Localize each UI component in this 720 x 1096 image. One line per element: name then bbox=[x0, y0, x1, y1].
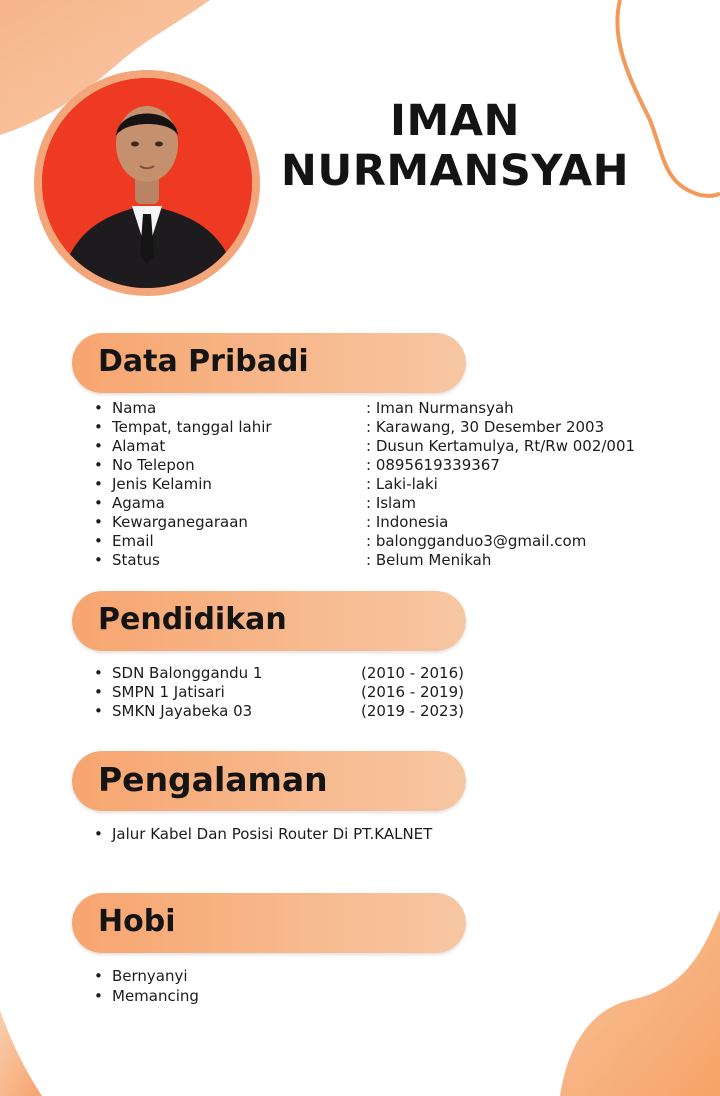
list-item-value: : balongganduo3@gmail.com bbox=[366, 532, 587, 550]
section-header-pendidikan bbox=[72, 591, 466, 651]
list-item-value: : Laki-laki bbox=[366, 475, 438, 493]
education-years: (2010 - 2016) bbox=[361, 664, 465, 682]
list-item-value: : Islam bbox=[366, 494, 417, 512]
list-item-value: : 0895619339367 bbox=[366, 456, 500, 474]
list-item: • Bernyanyi bbox=[94, 967, 188, 985]
education-years: (2016 - 2019) bbox=[361, 683, 465, 701]
list-item: • Alamat bbox=[94, 437, 166, 455]
section-title: Hobi bbox=[98, 904, 176, 939]
list-item: • Agama bbox=[94, 494, 165, 512]
section-header-hobi bbox=[72, 893, 466, 953]
name-line-1: IMAN bbox=[389, 96, 521, 146]
section-title: Data Pribadi bbox=[98, 344, 309, 379]
list-item: • Kewarganegaraan bbox=[94, 513, 248, 531]
list-item: • Email bbox=[94, 532, 154, 550]
list-item-value: : Iman Nurmansyah bbox=[366, 399, 514, 417]
list-item: • Jenis Kelamin bbox=[94, 475, 212, 493]
list-item-value: : Indonesia bbox=[366, 513, 449, 531]
list-item: • SMKN Jayabeka 03 bbox=[94, 702, 253, 720]
list-item: • Status bbox=[94, 551, 160, 569]
list-item: • SMPN 1 Jatisari bbox=[94, 683, 225, 701]
section-header-pengalaman bbox=[72, 751, 466, 811]
list-item: • SDN Balonggandu 1 bbox=[94, 664, 263, 682]
section-title: Pendidikan bbox=[98, 602, 287, 637]
list-item-value: : Karawang, 30 Desember 2003 bbox=[366, 418, 605, 436]
list-item: • No Telepon bbox=[94, 456, 195, 474]
list-item-value: : Belum Menikah bbox=[366, 551, 492, 569]
name-line-2: NURMANSYAH bbox=[280, 146, 630, 196]
full-name bbox=[255, 96, 655, 196]
list-item: • Tempat, tanggal lahir bbox=[94, 418, 272, 436]
list-item: • Nama bbox=[94, 399, 157, 417]
list-item-value: : Dusun Kertamulya, Rt/Rw 002/001 bbox=[366, 437, 636, 455]
education-years: (2019 - 2023) bbox=[361, 702, 465, 720]
section-title: Pengalaman bbox=[98, 760, 328, 799]
list-item: • Jalur Kabel Dan Posisi Router Di PT.KALNET bbox=[94, 825, 433, 843]
blob-bottom-right bbox=[560, 910, 720, 1096]
list-item: • Memancing bbox=[94, 987, 199, 1005]
blob-bottom-left bbox=[0, 1010, 42, 1096]
section-header-data-pribadi bbox=[72, 333, 466, 393]
profile-photo bbox=[42, 78, 252, 288]
